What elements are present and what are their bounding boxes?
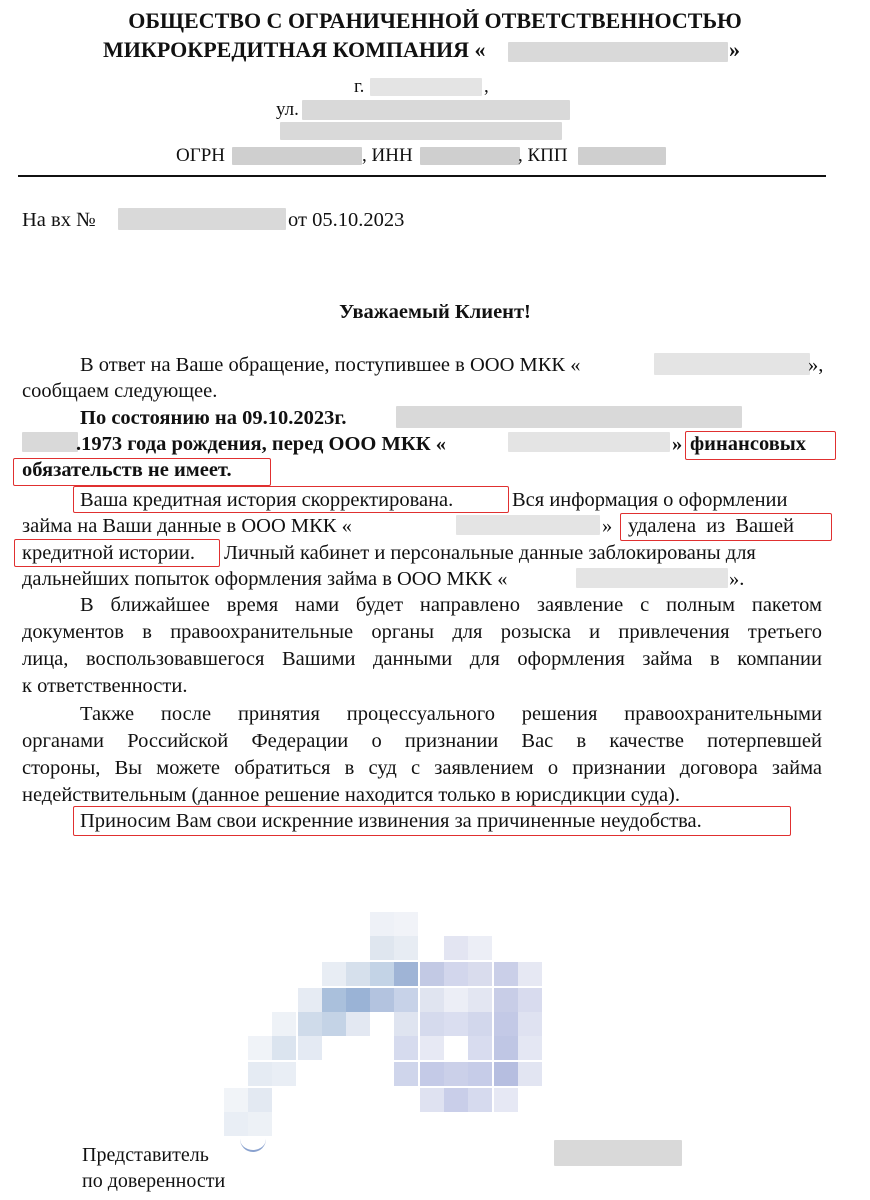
incoming-number-label: На вх № — [22, 209, 96, 231]
p6-apology: Приносим Вам свои искренние извинения за причиненные неудобства. — [80, 810, 702, 832]
p4-line3: лица, воспользовавшегося Вашими данными для оформления займа в компании — [22, 648, 822, 670]
redacted-street — [302, 100, 570, 120]
redacted-company-name — [576, 568, 728, 588]
highlight-box — [13, 458, 271, 486]
p5-line1: Также после принятия процессуального решения правоохранительными — [80, 703, 822, 725]
greeting: Уважаемый Клиент! — [339, 301, 531, 323]
redacted-city — [370, 78, 482, 96]
p3-line1-highlight: Ваша кредитная история скорректирована. — [80, 489, 454, 511]
header-divider — [18, 175, 826, 177]
redacted-company-name — [456, 515, 600, 535]
highlight-box — [73, 806, 791, 836]
redacted-company-name — [654, 353, 810, 375]
representative-role-line1: Представитель — [82, 1144, 209, 1166]
highlight-box — [14, 539, 220, 567]
highlight-box — [620, 513, 832, 541]
p4-line2: документов в правоохранительные органы для розыска и привлечения третьего — [22, 621, 822, 643]
p2-line2-highlight: финансовых — [690, 433, 807, 455]
kpp-label: , КПП — [518, 145, 568, 166]
company-type-label: МИКРОКРЕДИТНАЯ КОМПАНИЯ « — [103, 37, 486, 62]
city-label: г. — [354, 76, 365, 97]
p2-line3-highlight: обязательств не имеет. — [22, 459, 232, 481]
incoming-date: от 05.10.2023 — [288, 209, 405, 231]
p4-line4: к ответственности. — [22, 675, 188, 697]
representative-role-line2: по доверенности — [82, 1170, 226, 1192]
p3-line2-highlight: удалена из Вашей — [628, 515, 795, 537]
redacted-address-line2 — [280, 122, 562, 140]
redacted-kpp — [578, 147, 666, 165]
p5-line3: стороны, Вы можете обратиться в суд с заявлением о признании договора займа — [22, 757, 822, 779]
inn-label: , ИНН — [362, 145, 413, 166]
redacted-company-name — [508, 432, 670, 452]
p3-line2-quote: » — [602, 515, 613, 537]
p3-line2-text: займа на Ваши данные в ООО МКК « — [22, 515, 352, 537]
company-quote-close: » — [729, 37, 740, 62]
p2-line2-text: .1973 года рождения, перед ООО МКК « — [76, 433, 446, 455]
p3-line3-text: Личный кабинет и персональные данные заблокированы для — [224, 542, 756, 564]
p4-line1: В ближайшее время нами будет направлено заявление с полным пакетом — [80, 594, 822, 616]
company-name-line1: ОБЩЕСТВО С ОГРАНИЧЕННОЙ ОТВЕТСТВЕННОСТЬЮ — [128, 8, 742, 33]
redacted-inn — [420, 147, 520, 165]
p5-line4: недействительным (данное решение находится только в юрисдикции суда). — [22, 784, 681, 806]
city-comma: , — [484, 76, 489, 97]
highlight-box — [685, 431, 836, 460]
redacted-incoming-number — [118, 208, 286, 230]
street-label: ул. — [276, 99, 299, 120]
p1-line1-text: В ответ на Ваше обращение, поступившее в ООО МКК « — [80, 354, 581, 376]
p3-line4-end: ». — [729, 568, 745, 590]
redacted-client-name — [396, 406, 742, 428]
p1-line1-end: », — [808, 354, 824, 376]
redacted-representative-name — [554, 1140, 682, 1166]
p5-line2: органами Российской Федерации о признании Вас в качестве потерпевшей — [22, 730, 822, 752]
p3-line4-text: дальнейших попыток оформления займа в ООО МКК « — [22, 568, 508, 590]
redacted-ogrn — [232, 147, 362, 165]
p1-line2-text: сообщаем следующее. — [22, 380, 218, 402]
p3-line3-highlight: кредитной истории. — [22, 542, 196, 564]
p3-line1-text: Вся информация о оформлении — [512, 489, 788, 511]
p2-line1-text: По состоянию на 09.10.2023г. — [80, 407, 347, 429]
ogrn-label: ОГРН — [176, 145, 225, 166]
highlight-box — [73, 486, 509, 513]
redacted-company-name — [508, 42, 728, 62]
redacted-birthdate — [22, 432, 78, 452]
p2-line2-quote: » — [672, 433, 683, 455]
